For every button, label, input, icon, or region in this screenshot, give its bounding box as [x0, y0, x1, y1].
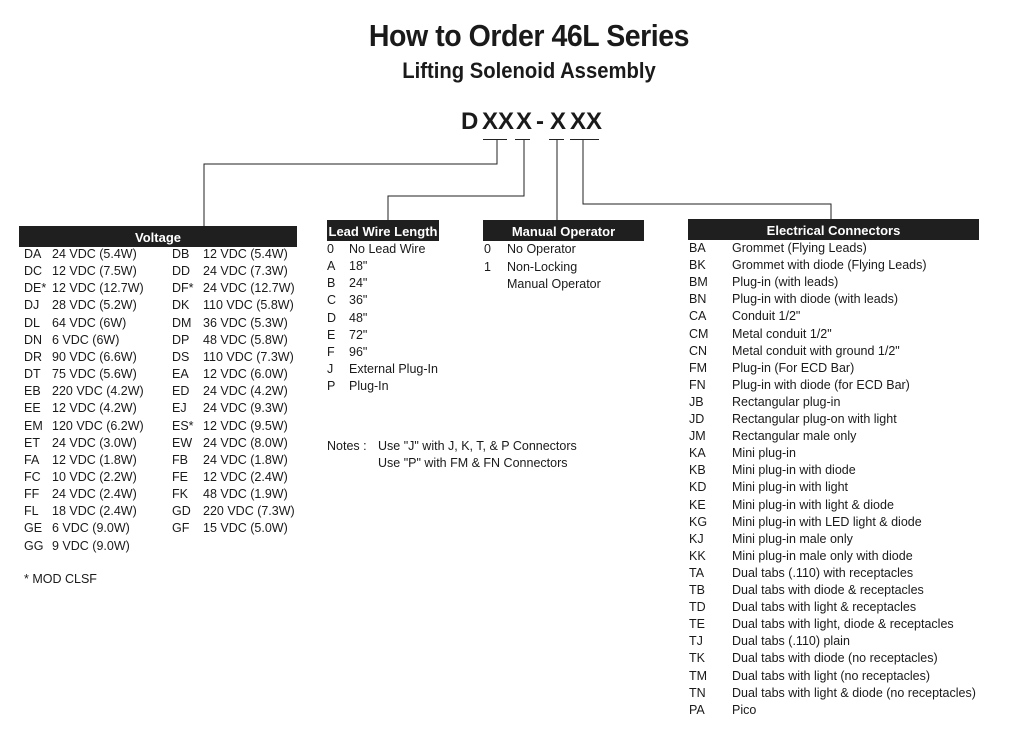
option-description: Plug-in with diode (with leads) [732, 292, 899, 307]
option-code: DE* [24, 281, 47, 296]
note-line-1: Use "J" with J, K, T, & P Connectors [378, 439, 577, 453]
page-subtitle: Lifting Solenoid Assembly [402, 58, 656, 83]
option-code: FL [24, 504, 39, 519]
option-code: ES* [172, 418, 194, 433]
option-code: GG [24, 538, 44, 553]
option-description: Pico [732, 702, 757, 717]
code-connector: XX [570, 108, 603, 135]
option-description: Mini plug-in with LED light & diode [732, 514, 922, 529]
option-description: Plug-In [349, 379, 389, 394]
option-code: KJ [689, 531, 704, 546]
option-description: Rectangular plug-in [732, 394, 841, 409]
option-description: Dual tabs with diode (no receptacles) [732, 651, 938, 666]
option-code: FK [172, 487, 188, 502]
option-code: DF* [172, 281, 194, 296]
option-code: P [327, 379, 336, 394]
option-description: 12 VDC (7.5W) [52, 264, 137, 279]
option-code: JM [689, 429, 706, 444]
option-description: 72" [349, 327, 368, 342]
option-code: DC [24, 264, 43, 279]
underline-connector [570, 139, 599, 140]
option-description: Dual tabs (.110) plain [732, 634, 850, 649]
option-code: DL [24, 315, 40, 330]
option-description: Plug-in (with leads) [732, 275, 839, 290]
option-code: KK [689, 548, 706, 563]
underline-voltage [483, 139, 507, 140]
option-description: 24 VDC (1.8W) [203, 452, 288, 467]
option-description: Rectangular male only [732, 429, 857, 444]
option-code: KD [689, 480, 707, 495]
option-code: BM [689, 275, 708, 290]
option-code: TD [689, 600, 706, 615]
option-code: BK [689, 258, 706, 273]
option-code: DT [24, 367, 41, 382]
option-code: D [327, 310, 337, 325]
option-description: 15 VDC (5.0W) [203, 521, 288, 536]
option-description: Mini plug-in with light [732, 480, 849, 495]
code-voltage: XX [482, 108, 515, 135]
option-code: EE [24, 401, 41, 416]
option-description: 18" [349, 259, 368, 274]
option-description: 24" [349, 276, 368, 291]
option-description: 24 VDC (4.2W) [203, 384, 288, 399]
voltage-list-left [24, 246, 174, 566]
option-code: DD [172, 264, 191, 279]
option-code: GE [24, 521, 43, 536]
option-description: Dual tabs with light & receptacles [732, 600, 917, 615]
option-description: 220 VDC (4.2W) [52, 384, 144, 399]
note-line-2: Use "P" with FM & FN Connectors [378, 456, 568, 470]
option-code: TM [689, 668, 708, 683]
option-description: Dual tabs with diode & receptacles [732, 583, 924, 597]
option-code: JD [689, 412, 705, 426]
option-description: 12 VDC (2.4W) [203, 469, 288, 484]
option-code: ET [24, 435, 40, 450]
option-code: A [327, 259, 336, 274]
option-description: 90 VDC (6.6W) [52, 349, 137, 364]
option-description: No Lead Wire [349, 242, 426, 256]
underline-manual-operator [549, 139, 564, 140]
option-code: EB [24, 384, 41, 399]
line-connector [583, 140, 831, 220]
option-description: 36" [349, 293, 368, 308]
option-description: Rectangular plug-on with light [732, 412, 897, 426]
option-code: EM [24, 418, 43, 433]
option-code: CA [689, 309, 707, 324]
option-code: J [327, 362, 334, 377]
option-description: 12 VDC (1.8W) [52, 452, 137, 467]
option-code: 1 [484, 259, 491, 274]
option-description: Metal conduit with ground 1/2" [732, 343, 900, 358]
voltage-footnote: * MOD CLSF [24, 572, 97, 586]
option-code: GF [172, 521, 190, 536]
option-description: 24 VDC (5.4W) [52, 247, 137, 261]
option-code: KA [689, 446, 706, 461]
option-description: 18 VDC (2.4W) [52, 504, 137, 519]
option-description: Plug-in with diode (for ECD Bar) [732, 377, 910, 392]
option-code: BN [689, 292, 707, 307]
option-code: CN [689, 343, 708, 358]
option-code: FN [689, 377, 706, 392]
option-code: DN [24, 332, 43, 347]
option-description: 48 VDC (5.8W) [203, 332, 288, 347]
option-description: 28 VDC (5.2W) [52, 298, 137, 313]
option-code: GD [172, 504, 191, 519]
option-description: Dual tabs with light (no receptacles) [732, 668, 931, 683]
connectors-header: Electrical Connectors [688, 219, 979, 240]
option-description: 75 VDC (5.6W) [52, 367, 137, 382]
option-description: Plug-in (For ECD Bar) [732, 360, 855, 375]
option-code: FA [24, 452, 40, 467]
option-description: 12 VDC (12.7W) [52, 281, 144, 296]
option-code: TA [689, 565, 705, 580]
option-code: DJ [24, 298, 40, 313]
option-description: 64 VDC (6W) [52, 315, 127, 330]
option-description: 12 VDC (4.2W) [52, 401, 137, 416]
option-code: TJ [689, 634, 703, 649]
option-code: KG [689, 514, 708, 529]
option-code: FM [689, 360, 708, 375]
option-code: CM [689, 326, 709, 341]
page-title: How to Order 46L Series [368, 18, 690, 53]
option-code: PA [689, 702, 705, 717]
voltage-header: Voltage [19, 226, 297, 247]
option-description: Manual Operator [507, 277, 601, 291]
option-code: DK [172, 298, 190, 313]
option-code: TN [689, 685, 706, 700]
option-description: 110 VDC (5.8W) [203, 298, 294, 313]
option-code: EJ [172, 401, 187, 416]
option-description: 12 VDC (5.4W) [203, 247, 288, 261]
option-description: 24 VDC (7.3W) [203, 264, 288, 279]
option-description: 36 VDC (5.3W) [203, 315, 288, 330]
option-code: ED [172, 384, 190, 399]
option-description: Dual tabs with light, diode & receptacles [732, 617, 954, 632]
option-description: Mini plug-in male only [732, 531, 853, 546]
option-code: 0 [484, 242, 491, 256]
option-code: FC [24, 469, 41, 484]
code-prefix: D [461, 108, 479, 135]
option-code: DM [172, 315, 192, 330]
option-description: 120 VDC (6.2W) [52, 418, 144, 433]
option-description: Mini plug-in [732, 446, 796, 461]
option-code: F [327, 344, 335, 359]
option-code: DP [172, 332, 190, 347]
code-manual-operator: X [550, 108, 567, 135]
option-description: 6 VDC (9.0W) [52, 521, 130, 536]
connectors-list [689, 240, 989, 720]
option-description: 24 VDC (3.0W) [52, 435, 137, 450]
option-code: FE [172, 469, 188, 484]
option-code: DB [172, 247, 190, 261]
option-description: Non-Locking [507, 259, 578, 274]
line-lead-wire [388, 140, 524, 220]
option-code: TB [689, 583, 705, 597]
manual-operator-list [484, 241, 644, 301]
option-description: 110 VDC (7.3W) [203, 349, 294, 364]
option-code: DS [172, 349, 190, 364]
option-description: Mini plug-in with light & diode [732, 497, 894, 512]
option-code: KE [689, 497, 706, 512]
option-description: Dual tabs (.110) with receptacles [732, 565, 914, 580]
lead-wire-header: Lead Wire Length [327, 220, 439, 241]
line-voltage [204, 140, 497, 226]
code-lead-wire: X [516, 108, 533, 135]
option-description: 48" [349, 310, 368, 325]
option-description: 24 VDC (12.7W) [203, 281, 295, 296]
notes-label: Notes : [327, 439, 367, 453]
option-description: Metal conduit 1/2" [732, 326, 832, 341]
option-code: EW [172, 435, 193, 450]
option-description: Grommet with diode (Flying Leads) [732, 258, 927, 273]
code-separator: - [536, 108, 544, 135]
option-code: BA [689, 241, 706, 255]
option-description: 48 VDC (1.9W) [203, 487, 288, 502]
option-description: 24 VDC (9.3W) [203, 401, 288, 416]
voltage-list-right [172, 246, 302, 566]
option-description: Mini plug-in male only with diode [732, 548, 913, 563]
option-code: C [327, 293, 337, 308]
option-code: TK [689, 651, 705, 666]
option-code: FB [172, 452, 188, 467]
option-code: EA [172, 367, 189, 382]
option-code: DA [24, 247, 42, 261]
underline-lead-wire [515, 139, 530, 140]
option-description: 6 VDC (6W) [52, 332, 120, 347]
option-code: DR [24, 349, 43, 364]
option-code: B [327, 276, 336, 291]
option-description: 24 VDC (2.4W) [52, 487, 137, 502]
option-description: 24 VDC (8.0W) [203, 435, 288, 450]
option-code: 0 [327, 242, 334, 256]
option-description: 12 VDC (9.5W) [203, 418, 288, 433]
option-description: 10 VDC (2.2W) [52, 469, 137, 484]
option-description: Dual tabs with light & diode (no receptacles) [732, 685, 976, 700]
option-description: 12 VDC (6.0W) [203, 367, 288, 382]
option-description: 220 VDC (7.3W) [203, 504, 295, 519]
option-description: Conduit 1/2" [732, 309, 801, 324]
lead-wire-list [327, 241, 477, 401]
option-code: FF [24, 487, 40, 502]
option-description: No Operator [507, 242, 576, 256]
option-description: 9 VDC (9.0W) [52, 538, 130, 553]
option-code: TE [689, 617, 705, 632]
option-description: 96" [349, 344, 368, 359]
option-code: E [327, 327, 336, 342]
option-code: JB [689, 394, 704, 409]
option-description: Mini plug-in with diode [732, 463, 856, 478]
manual-operator-header: Manual Operator [483, 220, 644, 241]
option-code: KB [689, 463, 706, 478]
option-description: External Plug-In [349, 362, 438, 377]
option-description: Grommet (Flying Leads) [732, 241, 867, 255]
